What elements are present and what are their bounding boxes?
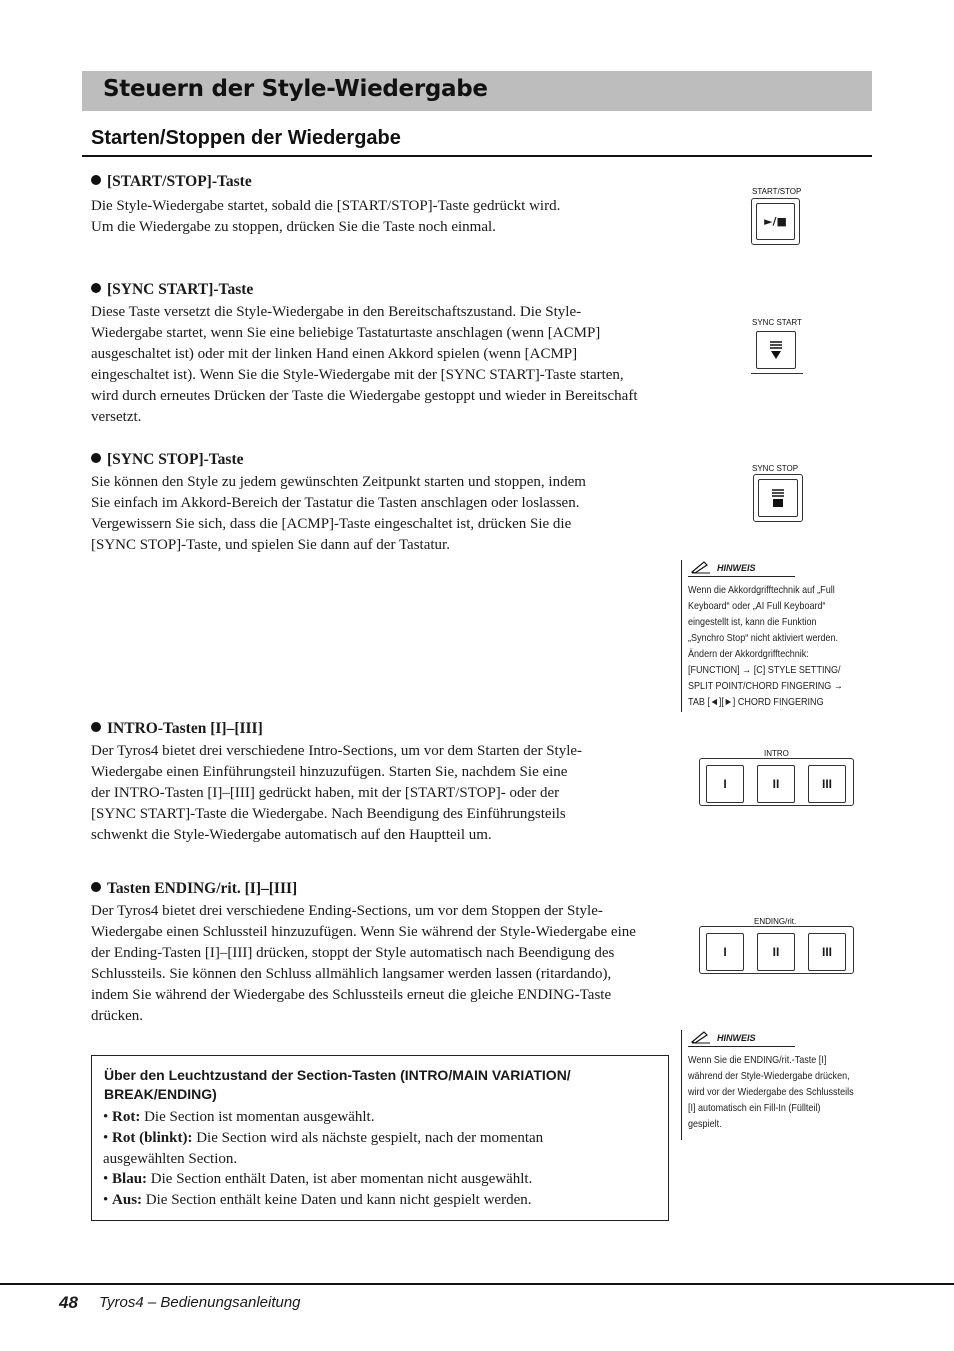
sync-start-icon xyxy=(756,331,796,369)
sync-stop-label: SYNC STOP xyxy=(752,464,799,473)
start-stop-button xyxy=(751,198,800,245)
bullet-icon xyxy=(91,283,101,293)
bullet-icon xyxy=(91,882,101,892)
ending-label: ENDING/rit. xyxy=(754,917,797,926)
intro-key-2: II xyxy=(757,765,795,803)
section-text-sync-stop: Sie können den Style zu jedem gewünschten Zeitpunkt starten und stoppen, indem Sie einfach im Akkord-Bereich der Tastatur die Tasten anschlagen oder loslassen. Vergewissern Sie sich, dass die [ACMP]-Taste eingeschaltet ist, drücken Sie die [SYNC STOP]-Taste, und spielen Sie dann auf der Tastatur. xyxy=(91,474,586,553)
note-text: Wenn die Akkordgrifftechnik auf „Full Keyboard“ oder „AI Full Keyboard“ eingestellt ist, kann die Funktion „Synchro Stop“ nicht aktiviert werden. Ändern der Akkordgrifftechnik: [FUNCTION] → [C] STYLE SETTING/ SPLIT POINT/CHORD FINGERING → TAB [◄][►] CHORD FINGERING xyxy=(688,584,843,708)
note-heading: HINWEIS xyxy=(717,1033,756,1043)
info-item-blue: • Blau: Die Section enthält Daten, ist aber momentan nicht ausgewählt. xyxy=(103,1171,533,1187)
info-item-off: • Aus: Die Section enthält keine Daten und kann nicht gespielt werden. xyxy=(103,1192,532,1208)
intro-key-1: I xyxy=(706,765,744,803)
section-text-start-stop: Die Style-Wiedergabe startet, sobald die [START/STOP]-Taste gedrückt wird. Um die Wiedergabe zu stoppen, drücken Sie die Taste noch einmal. xyxy=(91,198,561,235)
section-heading-intro: INTRO-Tasten [I]–[III] xyxy=(91,720,263,738)
section-text-intro: Der Tyros4 bietet drei verschiedene Intro-Sections, um vor dem Starten der Style- Wiedergabe einen Einführungsteil hinzuzufügen. Starten Sie, nachdem Sie eine der INTRO-Tasten [I]–[III] gedrückt haben, mit der [START/STOP]- oder der [SYNC START]-Taste die Wiedergabe. Nach Beendigung des Einführungsteils schwenkt die Style-Wiedergabe automatisch auf den Hauptteil um. xyxy=(91,743,583,843)
ending-key-3: III xyxy=(808,933,846,971)
bullet-icon xyxy=(91,722,101,732)
ending-key-1: I xyxy=(706,933,744,971)
footer-rule xyxy=(0,1283,954,1285)
section-heading-ending: Tasten ENDING/rit. [I]–[III] xyxy=(91,880,297,898)
info-box-heading: Über den Leuchtzustand der Section-Tasten (INTRO/MAIN VARIATION/ BREAK/ENDING) xyxy=(104,1067,571,1102)
bullet-icon xyxy=(91,175,101,185)
play-stop-icon: ►/■ xyxy=(756,203,795,240)
ending-button-group xyxy=(699,926,854,974)
info-item-red-blinking: • Rot (blinkt): Die Section wird als nächste gespielt, nach der momentan ausgewählten Section. xyxy=(103,1130,544,1167)
sync-stop-button xyxy=(753,474,803,522)
sync-stop-icon xyxy=(758,479,798,517)
section-text-sync-start: Diese Taste versetzt die Style-Wiedergabe in den Bereitschaftszustand. Die Style- Wiedergabe startet, wenn Sie eine beliebige Tastaturtaste anschlagen (wenn [ACMP] ausgeschaltet ist) oder mit der linken Hand einen Akkord spielen (wenn [ACMP] eingeschaltet ist). Wenn Sie die Style-Wiedergabe mit der [SYNC START]-Taste starten, wird durch erneutes Drücken der Taste die Wiedergabe gestoppt und wieder in Bereitschaft versetzt. xyxy=(91,304,638,425)
note-text: Wenn Sie die ENDING/rit.-Taste [I] während der Style-Wiedergabe drücken, wird vor der Wiedergabe des Schlussteils [I] automatisch ein Fill-In (Füllteil) gespielt. xyxy=(688,1054,854,1130)
note-heading: HINWEIS xyxy=(717,563,756,573)
info-item-red: • Rot: Die Section ist momentan ausgewählt. xyxy=(103,1109,375,1125)
note-margin-rule xyxy=(681,1030,682,1140)
subtitle-rule xyxy=(82,155,872,157)
manual-name: Tyros4 – Bedienungsanleitung xyxy=(99,1294,301,1311)
section-heading-sync-start: [SYNC START]-Taste xyxy=(91,281,253,299)
section-heading-sync-stop: [SYNC STOP]-Taste xyxy=(91,451,244,469)
section-heading-start-stop: [START/STOP]-Taste xyxy=(91,173,252,191)
page-number: 48 xyxy=(59,1293,78,1312)
bullet-icon xyxy=(91,453,101,463)
start-stop-label: START/STOP xyxy=(752,187,802,196)
intro-label: INTRO xyxy=(764,749,789,758)
ending-key-2: II xyxy=(757,933,795,971)
sync-start-button xyxy=(751,328,801,372)
intro-button-group xyxy=(699,758,854,806)
section-subtitle: Starten/Stoppen der Wiedergabe xyxy=(91,127,401,149)
note-margin-rule xyxy=(681,560,682,712)
page-title: Steuern der Style-Wiedergabe xyxy=(103,76,488,102)
section-text-ending: Der Tyros4 bietet drei verschiedene Ending-Sections, um vor dem Stoppen der Style- Wiedergabe einen Schlussteil hinzuzufügen. Wenn Sie während der Style-Wiedergabe eine der Ending-Tasten [I]–[III] drücken, stoppt der Style automatisch nach Beendigung des Schlussteils. Sie können den Schluss allmählich langsamer werden lassen (ritardando), indem Sie während der Wiedergabe des Schlussteils erneut die gleiche ENDING-Taste drücken. xyxy=(91,903,636,1024)
intro-key-3: III xyxy=(808,765,846,803)
sync-start-label: SYNC START xyxy=(752,318,802,327)
